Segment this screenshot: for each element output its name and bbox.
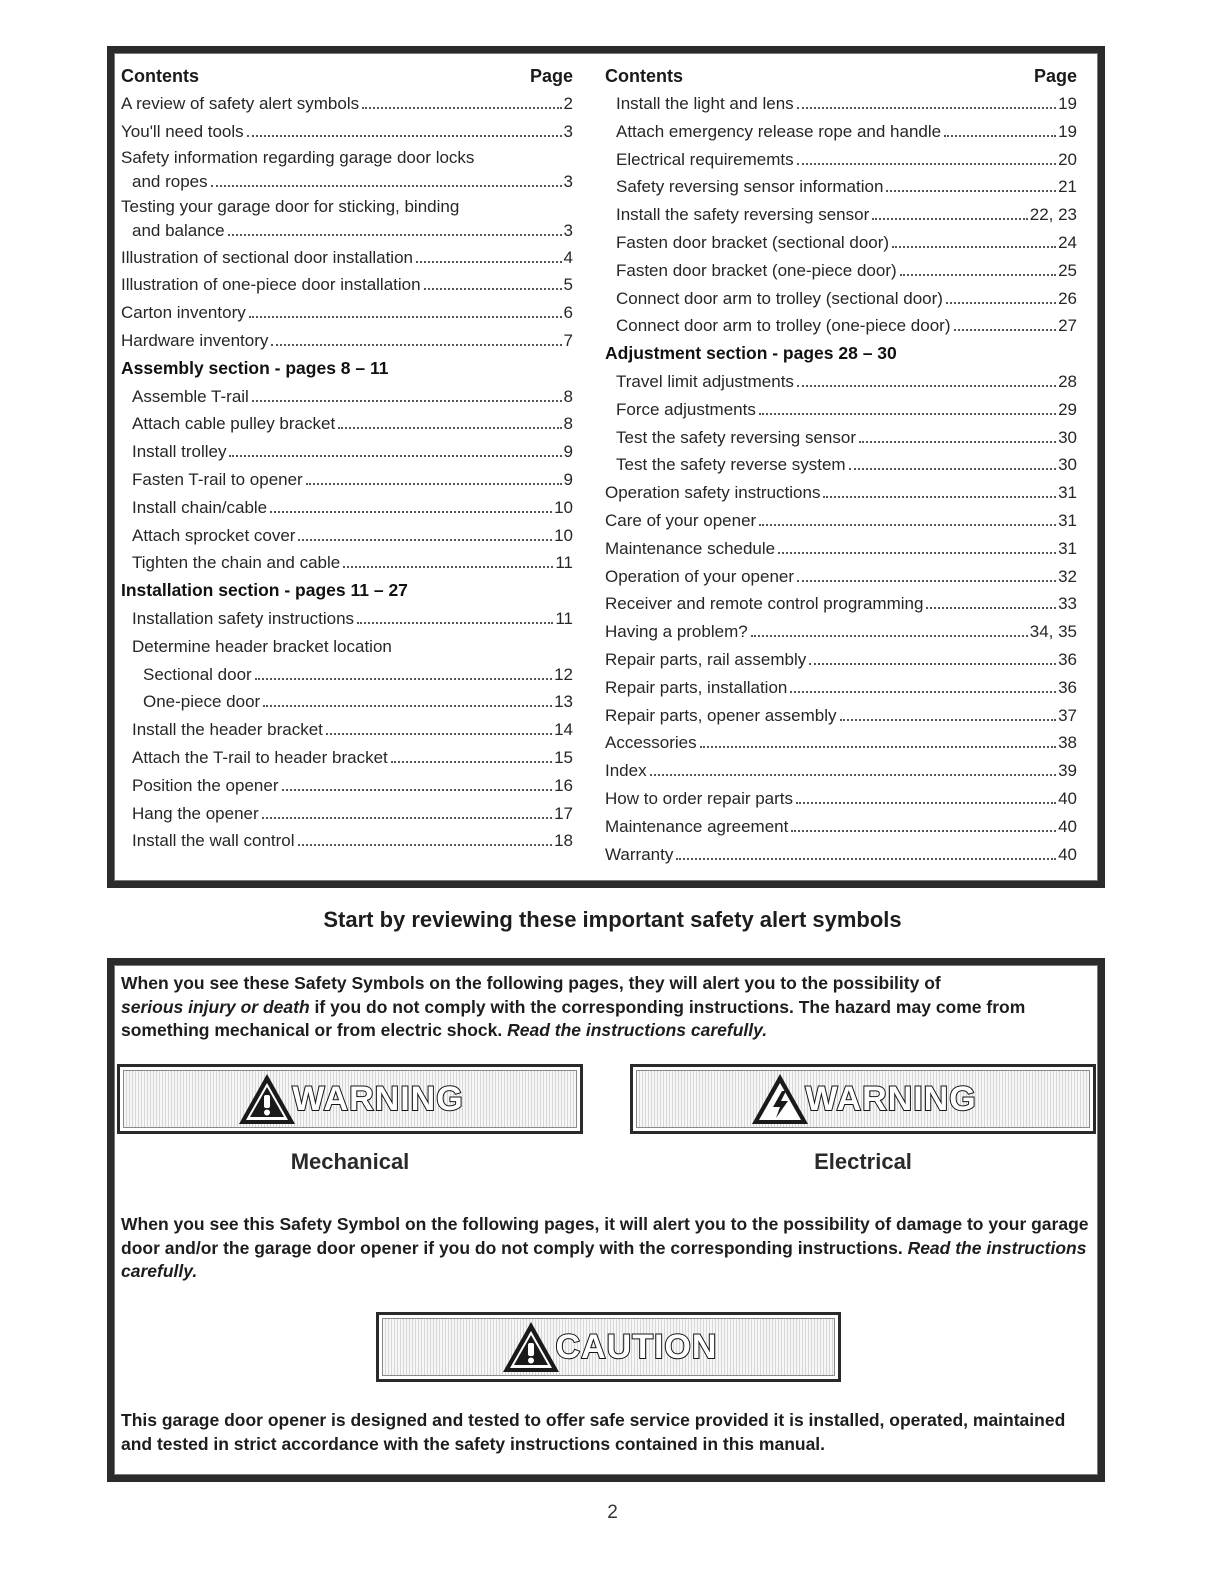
toc-entry-page: 19 — [1058, 94, 1077, 113]
toc-entry — [121, 466, 573, 494]
toc-entry — [121, 169, 573, 195]
toc-entry-page: 11 — [555, 608, 573, 628]
toc-entry — [121, 438, 573, 466]
caption-mechanical: Mechanical — [290, 1149, 410, 1174]
toc-entry-title: Test the safety reversing sensor — [616, 427, 857, 447]
toc-entry-page: 30 — [1058, 427, 1077, 447]
dot-leader — [791, 830, 1056, 832]
toc-entry-page: 19 — [1058, 121, 1077, 141]
toc-entry-title: Safety information regarding garage door locks — [121, 147, 475, 167]
toc-entry — [605, 424, 1077, 452]
toc-entry-title: Fasten door bracket (one-piece door) — [616, 260, 897, 280]
toc-entry-page: 32 — [1058, 566, 1077, 586]
dot-leader — [263, 705, 552, 707]
toc-entry-page: 5 — [563, 275, 573, 295]
toc-entry-page: 9 — [563, 442, 573, 462]
toc-entry-title: Operation safety instructions — [605, 483, 821, 503]
dot-leader — [809, 663, 1056, 665]
dot-leader — [944, 135, 1056, 137]
toc-entry-page: 9 — [563, 469, 573, 489]
toc-entry-title: You'll need tools — [121, 121, 244, 141]
toc-entry-title: Tighten the chain and cable — [132, 553, 341, 573]
dot-leader — [255, 678, 552, 680]
toc-entry-title: Install the light and lens — [616, 94, 794, 113]
dot-leader — [326, 733, 552, 735]
toc-entry — [605, 785, 1077, 813]
toc-entry-page: 38 — [1058, 733, 1077, 753]
toc-entry-page: 40 — [1058, 788, 1077, 808]
dot-leader — [298, 539, 552, 541]
toc-entry — [121, 800, 573, 828]
toc-entry — [605, 507, 1077, 535]
contents-left-column — [121, 62, 573, 855]
dot-leader — [954, 329, 1057, 331]
safety-paragraph-property — [121, 1213, 1091, 1284]
toc-entry — [121, 118, 573, 146]
electric-shock-triangle-icon — [749, 1071, 811, 1127]
toc-entry-page: 34, 35 — [1029, 622, 1077, 642]
toc-entry-title: Attach sprocket cover — [132, 525, 296, 545]
toc-entry-page: 4 — [563, 247, 573, 267]
toc-entry — [605, 229, 1077, 257]
toc-entry-title: Electrical requirememts — [616, 149, 794, 169]
toc-entry-title: Repair parts, installation — [605, 677, 788, 697]
dot-leader — [362, 107, 561, 109]
toc-entry — [605, 118, 1077, 146]
toc-entry-page: 14 — [554, 720, 573, 740]
toc-entry-page: 3 — [563, 121, 573, 141]
toc-entry-page: 10 — [554, 525, 573, 545]
toc-entry — [605, 618, 1077, 646]
dot-leader — [650, 774, 1056, 776]
toc-entry-title: Connect door arm to trolley (one-piece door) — [616, 316, 951, 336]
toc-entry-title: Position the opener — [132, 775, 279, 795]
toc-entry — [121, 244, 573, 272]
toc-entry — [605, 563, 1077, 591]
page-number: 2 — [607, 1502, 618, 1523]
exclamation-triangle-icon — [236, 1071, 298, 1127]
toc-entry-title: Installation safety instructions — [132, 608, 355, 628]
warning-word: WARNING — [292, 1079, 464, 1118]
dot-leader — [271, 344, 561, 346]
toc-entry-title: Sectional door — [143, 664, 252, 684]
dot-leader — [306, 483, 562, 485]
dot-leader — [759, 413, 1056, 415]
toc-entry-title: Install chain/cable — [132, 497, 268, 517]
contents-right-column — [605, 62, 1077, 868]
safety-section-title: Start by reviewing these important safety alert symbols — [323, 907, 902, 932]
dot-leader — [797, 580, 1056, 582]
toc-entry — [605, 201, 1077, 229]
toc-entry-page: 31 — [1058, 510, 1077, 530]
toc-entry-title: Connect door arm to trolley (sectional door) — [616, 288, 943, 308]
toc-entry-title: Repair parts, rail assembly — [605, 649, 807, 669]
toc-entry-page: 26 — [1058, 288, 1077, 308]
dot-leader — [796, 802, 1056, 804]
toc-entry-page: 7 — [563, 330, 573, 350]
para-text: if you do not comply with the corresponding instructions. The hazard may come from something mechanical or from electric shock. — [121, 996, 1026, 1040]
toc-entry-page: 3 — [563, 220, 573, 240]
toc-entry — [605, 173, 1077, 201]
dot-leader — [751, 635, 1028, 637]
toc-entry — [605, 396, 1077, 424]
toc-entry-page: 3 — [563, 171, 573, 191]
dot-leader — [676, 858, 1056, 860]
para-text: When you see these Safety Symbols on the following pages, they will alert you to the possibility of — [121, 973, 941, 993]
dot-leader — [759, 524, 1056, 526]
toc-entry-page: 29 — [1058, 399, 1077, 419]
toc-entry-title: Test the safety reverse system — [616, 455, 846, 475]
toc-entry-title: Receiver and remote control programming — [605, 594, 924, 614]
toc-entry-continuation: and ropes — [132, 171, 208, 191]
toc-entry-page: 31 — [1058, 483, 1077, 503]
dot-leader — [840, 719, 1057, 721]
toc-entry-page: 17 — [554, 803, 573, 823]
toc-entry-page: 16 — [554, 775, 573, 795]
toc-entry-page: 15 — [554, 747, 573, 767]
toc-entry — [121, 716, 573, 744]
contents-label: Contents — [121, 66, 199, 86]
dot-leader — [946, 302, 1056, 304]
toc-entry — [605, 535, 1077, 563]
dot-leader — [859, 441, 1056, 443]
toc-entry-title: Having a problem? — [605, 622, 748, 642]
toc-entry — [121, 605, 573, 633]
toc-entry-title: Travel limit adjustments — [616, 371, 794, 391]
toc-entry-title: Index — [605, 761, 647, 781]
toc-entry — [605, 146, 1077, 174]
dot-leader — [872, 218, 1028, 220]
toc-entry-page: 2 — [563, 94, 573, 113]
contents-header — [605, 62, 1077, 90]
toc-entry-page: 36 — [1058, 649, 1077, 669]
toc-entry — [605, 451, 1077, 479]
toc-entry-page: 37 — [1058, 705, 1077, 725]
toc-entry-title: Repair parts, opener assembly — [605, 705, 837, 725]
dot-leader — [926, 607, 1056, 609]
toc-entry — [121, 827, 573, 855]
dot-leader — [700, 746, 1056, 748]
toc-entry — [121, 410, 573, 438]
toc-entry-page: 25 — [1058, 260, 1077, 280]
toc-entry — [605, 646, 1077, 674]
toc-entry — [121, 522, 573, 550]
toc-entry-title: Fasten T-rail to opener — [132, 469, 303, 489]
dot-leader — [778, 552, 1056, 554]
page-label: Page — [1033, 66, 1077, 86]
dot-leader — [790, 691, 1056, 693]
safety-paragraph-personal — [121, 972, 1091, 1043]
para-emphasis: Read the instructions carefully. — [121, 1237, 1087, 1281]
caution-word: CAUTION — [555, 1327, 718, 1366]
dot-leader — [797, 385, 1056, 387]
toc-entry-page: 12 — [554, 664, 573, 684]
toc-entry — [121, 688, 573, 716]
toc-entry-title: Hang the opener — [132, 803, 259, 823]
contents-header — [121, 62, 573, 90]
toc-entry — [605, 312, 1077, 340]
safety-paragraph-statement: This garage door opener is designed and tested to offer safe service provided it is installed, operated, maintained and tested in strict accordance with the safety instructions contained in this manual. — [121, 1410, 1066, 1454]
dot-leader — [900, 274, 1056, 276]
dot-leader — [252, 400, 562, 402]
toc-entry-title: Install the safety reversing sensor — [616, 205, 870, 225]
toc-entry-title: Hardware inventory — [121, 330, 269, 350]
dot-leader — [228, 234, 562, 236]
toc-entry — [605, 757, 1077, 785]
toc-entry-title: Illustration of one-piece door installation — [121, 275, 421, 295]
toc-entry-title: Carton inventory — [121, 303, 246, 323]
toc-entry — [605, 90, 1077, 118]
toc-entry-title: Install trolley — [132, 442, 227, 462]
para-emphasis: Read the instructions carefully. — [507, 1020, 768, 1040]
toc-entry-title: Force adjustments — [616, 399, 756, 419]
toc-entry-page: 21 — [1058, 177, 1077, 197]
contents-label: Contents — [605, 66, 683, 86]
dot-leader — [391, 761, 552, 763]
dot-leader — [797, 107, 1056, 109]
toc-entry — [121, 383, 573, 411]
toc-entry-page: 40 — [1058, 844, 1077, 864]
toc-entry — [121, 218, 573, 244]
dot-leader — [249, 316, 562, 318]
caution-banner — [376, 1312, 841, 1382]
dot-leader — [343, 566, 553, 568]
toc-entry-title: Assemble T-rail — [132, 386, 249, 406]
toc-entry — [121, 90, 573, 118]
toc-entry-page: 31 — [1058, 538, 1077, 558]
toc-entry — [121, 772, 573, 800]
toc-entry-title: Accessories — [605, 733, 697, 753]
toc-subheading: Determine header bracket location — [132, 636, 392, 656]
toc-entry-title: A review of safety alert symbols — [121, 94, 360, 113]
toc-entry-title: Testing your garage door for sticking, binding — [121, 196, 460, 216]
toc-entry-title: Attach the T-rail to header bracket — [132, 747, 388, 767]
toc-entry — [121, 299, 573, 327]
toc-entry-page: 18 — [554, 831, 573, 851]
dot-leader — [416, 261, 562, 263]
toc-entry-page: 33 — [1058, 594, 1077, 614]
toc-entry-title: Install the wall control — [132, 831, 295, 851]
warning-word: WARNING — [805, 1079, 977, 1118]
toc-entry — [605, 729, 1077, 757]
dot-leader — [282, 789, 553, 791]
dot-leader — [338, 427, 561, 429]
toc-entry — [121, 271, 573, 299]
dot-leader — [886, 190, 1056, 192]
toc-entry-page: 27 — [1058, 316, 1077, 336]
toc-entry-page: 28 — [1058, 371, 1077, 391]
dot-leader — [823, 496, 1056, 498]
toc-entry — [605, 674, 1077, 702]
dot-leader — [270, 511, 552, 513]
toc-entry — [121, 744, 573, 772]
toc-entry — [605, 702, 1077, 730]
dot-leader — [849, 468, 1056, 470]
toc-entry-page: 6 — [563, 303, 573, 323]
dot-leader — [229, 455, 561, 457]
toc-entry-title: Care of your opener — [605, 510, 757, 530]
toc-entry-title: Install the header bracket — [132, 720, 323, 740]
toc-section-heading: Adjustment section - pages 28 – 30 — [605, 343, 897, 364]
toc-entry-title: Illustration of sectional door installation — [121, 247, 413, 267]
dot-leader — [298, 844, 553, 846]
toc-entry-page: 13 — [554, 692, 573, 712]
dot-leader — [424, 288, 562, 290]
dot-leader — [797, 163, 1056, 165]
toc-entry-title: One-piece door — [143, 692, 261, 712]
toc-entry-page: 22, 23 — [1029, 205, 1077, 225]
toc-entry-title: Warranty — [605, 844, 674, 864]
para-emphasis: serious injury or death — [121, 996, 310, 1017]
toc-entry-page: 24 — [1058, 232, 1077, 252]
toc-entry-title: Fasten door bracket (sectional door) — [616, 232, 890, 252]
toc-entry-page: 30 — [1058, 455, 1077, 475]
toc-entry — [121, 327, 573, 355]
warning-electrical-banner — [630, 1064, 1096, 1134]
toc-entry-page: 10 — [554, 497, 573, 517]
page-label: Page — [529, 66, 573, 86]
toc-entry-title: Maintenance agreement — [605, 816, 789, 836]
toc-entry — [605, 285, 1077, 313]
toc-entry-page: 39 — [1058, 761, 1077, 781]
dot-leader — [262, 817, 552, 819]
warning-mechanical-banner — [117, 1064, 583, 1134]
toc-entry — [121, 549, 573, 577]
caption-electrical: Electrical — [814, 1149, 912, 1174]
toc-entry — [605, 479, 1077, 507]
toc-entry — [605, 813, 1077, 841]
toc-entry — [605, 368, 1077, 396]
dot-leader — [357, 622, 553, 624]
toc-entry-page: 36 — [1058, 677, 1077, 697]
dot-leader — [211, 185, 562, 187]
toc-entry — [121, 661, 573, 689]
toc-entry-page: 8 — [563, 386, 573, 406]
toc-entry — [605, 841, 1077, 869]
toc-entry — [605, 257, 1077, 285]
toc-entry-title: Attach cable pulley bracket — [132, 414, 336, 434]
toc-entry-title: Maintenance schedule — [605, 538, 776, 558]
toc-section-heading: Installation section - pages 11 – 27 — [121, 580, 408, 601]
toc-entry — [605, 590, 1077, 618]
toc-entry — [121, 494, 573, 522]
toc-entry-title: Safety reversing sensor information — [616, 177, 884, 197]
para-text: When you see this Safety Symbol on the following pages, it will alert you to the possibility of damage to your garage door and/or the garage door opener if you do not comply with the corresponding instructions. — [121, 1214, 1089, 1258]
toc-entry-title: How to order repair parts — [605, 788, 794, 808]
exclamation-triangle-icon — [500, 1319, 562, 1375]
dot-leader — [892, 246, 1056, 248]
toc-entry-page: 20 — [1058, 149, 1077, 169]
toc-entry-title: Operation of your opener — [605, 566, 795, 586]
toc-section-heading: Assembly section - pages 8 – 11 — [121, 357, 389, 378]
dot-leader — [247, 135, 562, 137]
toc-entry-page: 11 — [555, 553, 573, 573]
toc-entry-continuation: and balance — [132, 220, 225, 240]
toc-entry-page: 40 — [1058, 816, 1077, 836]
toc-entry-title: Attach emergency release rope and handle — [616, 121, 942, 141]
toc-entry-page: 8 — [563, 414, 573, 434]
